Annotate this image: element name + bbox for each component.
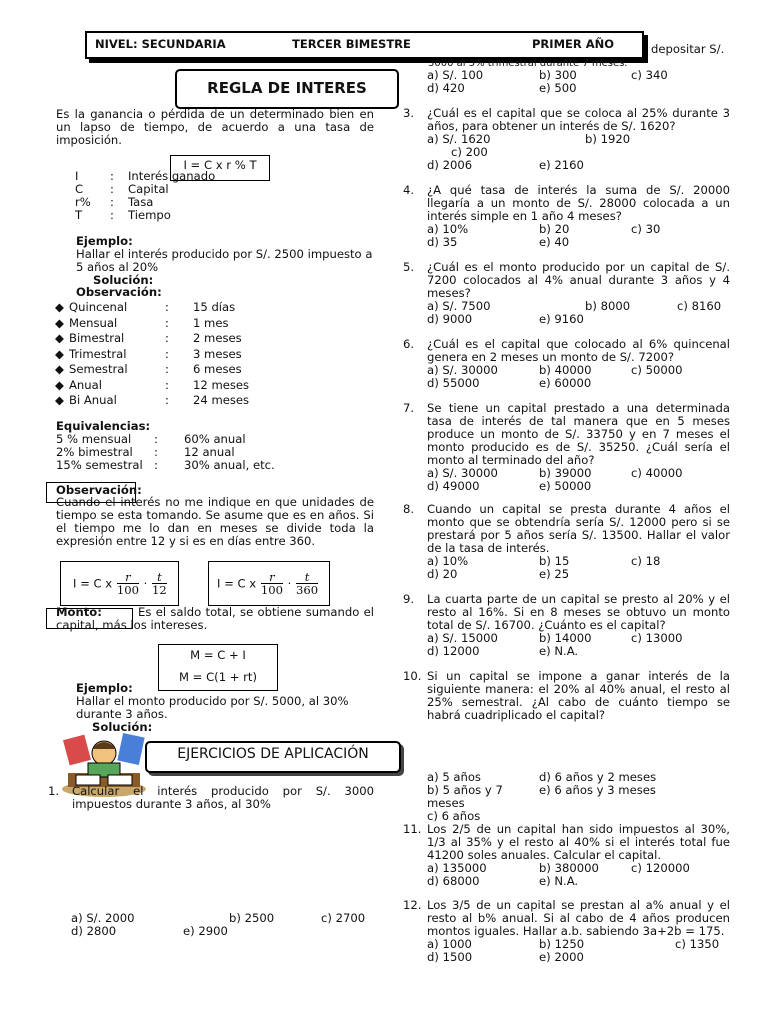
option: a) 135000	[427, 861, 487, 875]
option: e) 9160	[539, 312, 584, 326]
diamond-bullet-icon: ◆	[55, 300, 64, 314]
period-list	[55, 301, 315, 410]
diamond-bullet-icon: ◆	[55, 315, 64, 330]
option: c) 40000	[631, 466, 683, 480]
header-banner	[85, 31, 644, 59]
option: e) N.A.	[539, 874, 579, 888]
example-label: Ejemplo:	[76, 234, 133, 248]
option: d) 2800	[71, 924, 117, 938]
option: e) 6 años y 3 meses	[539, 783, 656, 797]
option: e) 2160	[539, 158, 584, 172]
monto-label: Monto:	[56, 605, 102, 619]
solution-label-2: Solución:	[92, 720, 153, 734]
list-item: 2% bimestral : 12 anual	[56, 445, 235, 459]
q2-fragment: depositar S/.	[651, 42, 725, 56]
option: b) 2500	[229, 911, 275, 925]
option: e) 500	[539, 81, 577, 95]
list-item: 15% semestral : 30% anual, etc.	[56, 458, 275, 472]
fraction-r-100: $\frac{r}{100}$	[260, 570, 283, 597]
option: a) S/. 30000	[427, 363, 498, 377]
formula-days-box	[208, 561, 330, 606]
question-8: 8. Cuando un capital se presta durante 4 años el monto que se obtendría sería S/. 12000 pero si se prestará por 5 años sería S/. 13500. Hallar el valor de la tasa de interés. a) 10% b) 15 c) 18 d) 20 e) 25	[403, 502, 730, 581]
question-3: 3. ¿Cuál es el capital que se coloca al 25% durante 3 años, para obtener un interés de S/. 1620? a) S/. 1620 b) 1920 c) 200 d) 2006 e) 2160	[403, 106, 730, 172]
option: e) 2900	[183, 924, 228, 938]
observation-label-2: Observación:	[56, 483, 142, 497]
option: e) N.A.	[539, 644, 579, 658]
option: c) 200	[451, 145, 488, 159]
example-label-2: Ejemplo:	[76, 681, 133, 695]
option: c) 340	[631, 68, 668, 82]
question-4: 4. ¿A qué tasa de interés la suma de S/. 20000 llegaría a un monto de S/. 28000 colocada a un interés simple en 1 año 4 meses? a) 10% b) 20 c) 30 d) 35 e) 40	[403, 183, 730, 249]
option: d) 49000	[427, 479, 480, 493]
product-dot: ·	[287, 576, 292, 591]
option: b) 14000	[539, 631, 592, 645]
option: a) 10%	[427, 554, 469, 568]
question-5: 5. ¿Cuál es el monto producido por un capital de S/. 7200 colocados al 4% anual durante 3 años y 4 meses? a) S/. 7500 b) 8000 c) 8160 d) 9000 e) 9160	[403, 261, 730, 326]
option: b) 39000	[539, 466, 592, 480]
option: d) 35	[427, 235, 458, 249]
diamond-bullet-icon: ◆	[55, 393, 64, 407]
option: d) 420	[427, 81, 465, 95]
option: a) S/. 30000	[427, 466, 498, 480]
option: a) 10%	[427, 222, 469, 236]
product-dot: ·	[143, 576, 148, 591]
fraction-r-100: $\frac{r}{100}$	[116, 570, 139, 597]
solution-label: Solución:	[93, 273, 154, 287]
option: c) 30	[631, 222, 661, 236]
monto-formula-1: M = C + I	[190, 648, 246, 662]
option: c) 50000	[631, 363, 683, 377]
option: a) 1000	[427, 937, 472, 951]
option: d) 20	[427, 567, 458, 581]
definition-row: r% : Tasa	[75, 195, 154, 209]
diamond-bullet-icon: ◆	[55, 346, 64, 361]
definition-row: C : Capital	[75, 182, 169, 196]
q2-options	[427, 69, 717, 95]
equivalences-list	[56, 433, 316, 472]
option: d) 68000	[427, 874, 480, 888]
option: c) 1350	[675, 937, 720, 951]
definition-row: I : Interés ganado	[75, 169, 216, 183]
option: a) 5 años	[427, 770, 481, 784]
observation-label: Observación:	[76, 285, 162, 299]
formula-prefix: I = C x	[217, 576, 257, 591]
exercises-title: EJERCICIOS DE APLICACIÓN	[145, 741, 401, 773]
definition-row: T : Tiempo	[75, 208, 171, 222]
option: a) S/. 100	[427, 68, 484, 82]
question-11: 11. Los 2/5 de un capital han sido impuestos al 30%, 1/3 al 35% y el resto al 40% si el interés total fue 41200 soles anuales. Calcular el capital. a) 135000 b) 380000 c) 120000 d) 68000 e) N.A.	[403, 822, 730, 888]
option: d) 9000	[427, 312, 473, 326]
option: b) 40000	[539, 363, 592, 377]
option: c) 18	[631, 554, 661, 568]
q10-options	[427, 771, 727, 823]
option: c) 120000	[631, 861, 690, 875]
question-7: 7. Se tiene un capital prestado a una determinada tasa de interés de tal manera que en 5 meses produce un monto de S/. 33750 y en 7 meses el monto producido es de S/. 35250. ¿Cuál sería el monto al terminado del año? a) S/. 30000 b) 39000 c) 40000 d) 49000 e) 50000	[403, 401, 730, 493]
monto-formula-box	[158, 644, 278, 691]
option: b) 5 años y 7 meses	[427, 783, 503, 810]
level-label: NIVEL: SECUNDARIA	[95, 37, 226, 51]
formula-text: I = C x r % T	[183, 158, 257, 172]
formula-months-box	[60, 561, 179, 606]
option: e) 60000	[539, 376, 592, 390]
list-item: ◆ Bimestral : 2 meses	[55, 332, 315, 348]
diamond-bullet-icon: ◆	[55, 377, 64, 392]
diamond-bullet-icon: ◆	[55, 362, 64, 376]
fraction-t-12: $\frac{t}{12}$	[152, 570, 167, 597]
option: e) 25	[539, 567, 570, 581]
intro-text: Es la ganancia o pérdida de un determinado bien en un lapso de tiempo, de acuerdo a una tasa de imposición.	[56, 107, 374, 147]
option: e) 40	[539, 235, 570, 249]
equivalences-label: Equivalencias:	[56, 419, 151, 433]
term-label: TERCER BIMESTRE	[292, 37, 411, 51]
option: b) 300	[539, 68, 577, 82]
option: b) 1250	[539, 937, 585, 951]
definitions-list	[75, 170, 275, 222]
option: b) 8000	[585, 299, 631, 313]
question-1: 1. Calcular el interés producido por S/. 3000 impuestos durante 3 años, al 30%	[48, 784, 374, 811]
option: a) S/. 15000	[427, 631, 498, 645]
monto-formula-2: M = C(1 + rt)	[178, 670, 257, 684]
option: d) 6 años y 2 meses	[539, 770, 657, 784]
list-item: ◆ Trimestral : 3 meses	[55, 348, 315, 364]
question-12: 12. Los 3/5 de un capital se prestan al a% anual y el resto al b% anual. Si al cabo de 4 años producen montos iguales. Hallar a.b. sabiendo 3a+2b = 175. a) 1000 b) 1250 c) 1350 d) 1500 e) 2000	[403, 899, 730, 964]
option: b) 1920	[585, 132, 631, 146]
option: e) 50000	[539, 479, 592, 493]
list-item: 5 % mensual : 60% anual	[56, 432, 246, 446]
question-10: 10. Si un capital se impone a ganar interés de la siguiente manera: el 20% al 40% anual, el resto al 25% semestral. ¿Al cabo de cuánto tiempo se habrá cuadriplicado el capital?	[403, 669, 730, 722]
question-9: 9. La cuarta parte de un capital se presto al 20% y el resto al 16%. Si en 8 meses se obtuvo un monto total de S/. 16700. ¿Cuánto es el capital? a) S/. 15000 b) 14000 c) 13000 d) 12000 e) N.A.	[403, 592, 730, 658]
option: d) 55000	[427, 376, 480, 390]
list-item: ◆ Anual : 12 meses	[55, 379, 315, 395]
q1-options-row2	[71, 925, 371, 938]
monto-text: Es el saldo total, se obtiene sumando el capital, más los intereses.	[56, 605, 374, 632]
diamond-bullet-icon: ◆	[55, 331, 64, 345]
formula-prefix: I = C x	[73, 576, 113, 591]
page-title: REGLA DE INTERES	[175, 69, 399, 109]
fraction-t-360: $\frac{t}{360}$	[296, 570, 319, 597]
list-item: ◆ Semestral : 6 meses	[55, 363, 315, 379]
option: a) S/. 2000	[71, 911, 135, 925]
option: b) 20	[539, 222, 570, 236]
option: d) 2006	[427, 158, 473, 172]
option: c) 13000	[631, 631, 683, 645]
option: d) 1500	[427, 950, 473, 964]
option: e) 2000	[539, 950, 584, 964]
observation-text: Cuando el interés no me indique en que unidades de tiempo se esta tomando. Se asume que es en años. Si el tiempo me lo dan en meses se divide toda la expresión entre 12 y si es en días entre 360.	[56, 495, 374, 548]
option: a) S/. 7500	[427, 299, 491, 313]
question-6: 6. ¿Cuál es el capital que colocado al 6% quincenal genera en 2 meses un monto de S/. 7200? a) S/. 30000 b) 40000 c) 50000 d) 55000 e) 60000	[403, 337, 730, 390]
grade-label: PRIMER AÑO	[532, 37, 615, 51]
example-text: Hallar el interés producido por S/. 2500 impuesto a 5 años al 20%	[76, 247, 373, 274]
list-item: ◆ Quincenal : 15 días	[55, 301, 315, 317]
list-item: ◆ Mensual : 1 mes	[55, 317, 315, 333]
option: d) 12000	[427, 644, 480, 658]
option: b) 380000	[539, 861, 599, 875]
option: c) 6 años	[427, 809, 481, 823]
option: b) 15	[539, 554, 570, 568]
option: a) S/. 1620	[427, 132, 491, 146]
q2-fragment-2: 3000 al 5% trimestral durante 7 meses.	[428, 58, 628, 69]
example-text-2: Hallar el monto producido por S/. 5000, al 30% durante 3 años.	[76, 694, 349, 721]
option: c) 2700	[321, 911, 366, 925]
list-item: ◆ Bi Anual : 24 meses	[55, 394, 315, 410]
option: c) 8160	[677, 299, 722, 313]
